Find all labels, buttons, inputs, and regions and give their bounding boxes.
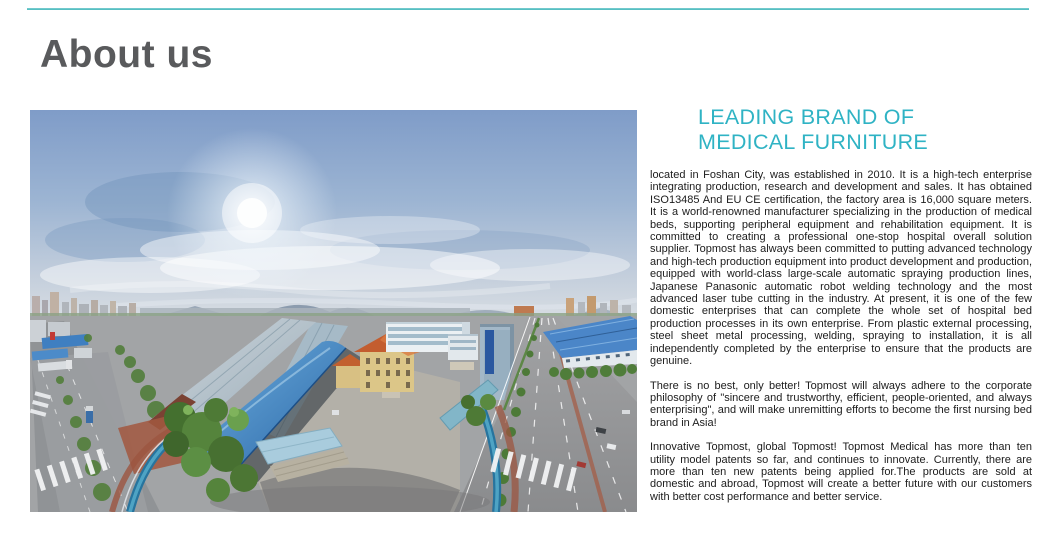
section-heading [650,105,1032,155]
about-section [650,105,1032,503]
factory-panorama-image [30,110,637,512]
about-paragraph-3: Innovative Topmost, global Topmost! Topmost Medical has more than ten utility model patents so far, and continues to innovate. Currently, there are more than ten new patents being applied for.The products are sold at domestic and abroad, Topmost will create a better future with our customers with better cost performance and better service. [650,441,1032,503]
page-title: About us [40,33,213,76]
section-heading-line2: MEDICAL FURNITURE [698,130,929,154]
panorama-illustration [30,110,637,512]
about-paragraph-1: located in Foshan City, was established in 2010. It is a high-tech enterprise integrating production, research and development and sales. It has obtained ISO13485 And EU CE certification, the factory area is 16,000 square meters. It is a world-renowned manufacturer specializing in the production of medical beds, supporting peripheral equipment and rehabilitation equipment. It is committed to creating a professional one-stop hospital overall solution supplier. Topmost has always been committed to putting advanced technology and high-tech production equipment into product development and production, equipped with world-class large-scale automatic spraying production lines, Japanese Panasonic automatic robot welding technology and the most advanced laser tube cutting in the industry. At present, it is one of the few domestic enterprises that can complete the whole set of hospital bed production processes in its own enterprise. From plastic external processing, steel sheet metal processing, welding, spraying to installation, it is all independently completed by the enterprise to ensure that the products are genuine. [650,169,1032,368]
top-divider [27,8,1029,10]
section-heading-line1: LEADING BRAND OF [698,105,915,129]
about-paragraph-2: There is no best, only better! Topmost will always adhere to the corporate philosophy of "sincere and trustworthy, efficient, people-oriented, and always enterprising", and will make unremitting efforts to become the first nursing bed brand in Asia! [650,379,1032,429]
